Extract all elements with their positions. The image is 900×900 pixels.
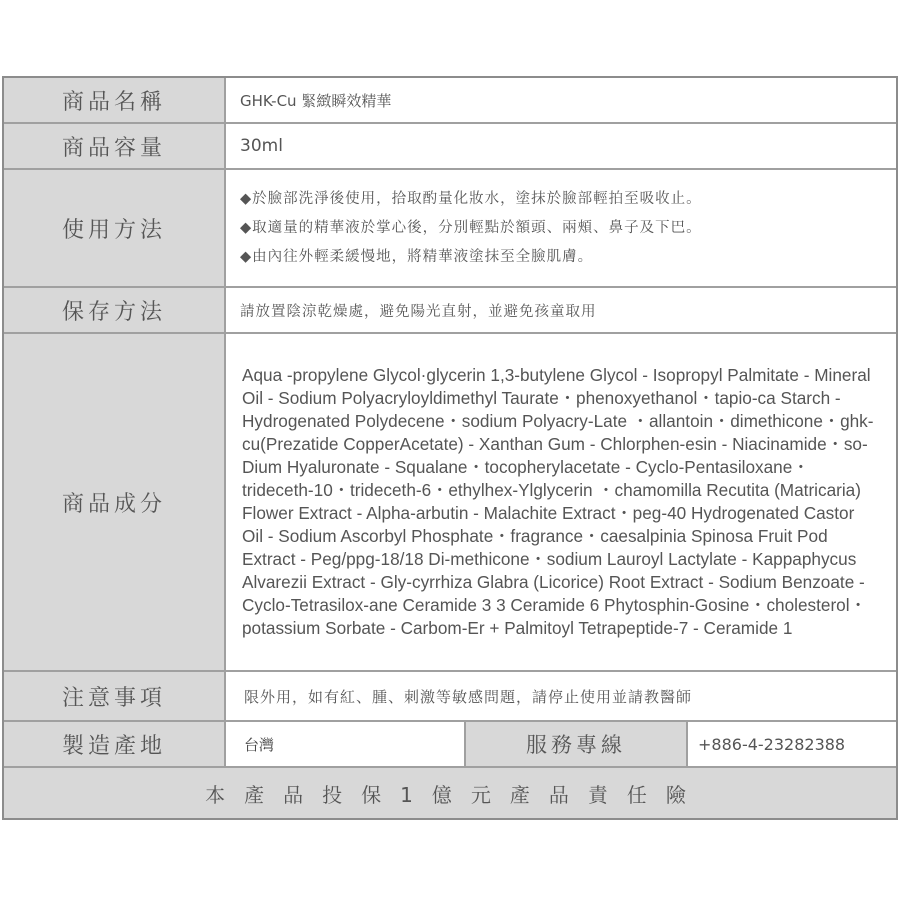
label-usage: 使用方法 xyxy=(4,170,226,286)
label-caution: 注意事項 xyxy=(4,672,226,720)
usage-step: ◆由內往外輕柔緩慢地，將精華液塗抹至全臉肌膚。 xyxy=(240,248,594,265)
usage-step: ◆取適量的精華液於掌心後，分別輕點於額頭、兩頰、鼻子及下巴。 xyxy=(240,219,702,236)
row-usage xyxy=(4,170,896,288)
label-product-name: 商品名稱 xyxy=(4,78,226,122)
usage-step: ◆於臉部洗淨後使用，拾取酌量化妝水，塗抹於臉部輕拍至吸收止。 xyxy=(240,190,702,207)
row-caution xyxy=(4,672,896,722)
value-volume: 30ml xyxy=(226,124,896,168)
row-volume xyxy=(4,124,896,170)
label-origin: 製造產地 xyxy=(4,722,226,766)
label-service-line: 服務專線 xyxy=(466,722,688,766)
value-usage xyxy=(226,170,896,286)
insurance-note: 本產品投保1億元產品責任險 xyxy=(205,782,705,807)
value-service-line: +886-4-23282388 xyxy=(698,734,846,754)
row-product-name xyxy=(4,78,896,124)
row-ingredients xyxy=(4,334,896,672)
value-caution: 限外用，如有紅、腫、刺激等敏感問題，請停止使用並請教醫師 xyxy=(226,672,896,720)
row-storage xyxy=(4,288,896,334)
label-ingredients: 商品成分 xyxy=(4,334,226,670)
label-storage: 保存方法 xyxy=(4,288,226,332)
product-spec-table xyxy=(2,76,898,820)
value-origin: 台灣 xyxy=(226,722,466,766)
value-product-name: GHK-Cu 緊緻瞬效精華 xyxy=(226,78,896,122)
ingredients-text: Aqua -propylene Glycol·glycerin 1,3-butylene Glycol - Isopropyl Palmitate - Mineral Oil - Sodium Polyacryloyldimethyl Taurate・phenoxyethanol・tapio-ca Starch - Hydrogenated Polydecene・sodium Polyacry-Late ・allantoin・dimethicone・ghk-cu(Prezatide CopperAcetate) - Xanthan Gum - Chlorphen-esin - Niacinamide・so-Dium Hyaluronate - Squalane・tocopherylacetate - Cyclo-Pentasiloxane・trideceth-10・trideceth-6・ethylhex-Ylglycerin ・chamomilla Recutita (Matricaria) Flower Extract - Alpha-arbutin - Malachite Extract・peg-40 Hydrogenated Castor Oil - Sodium Ascorbyl Phosphate・fragrance・caesalpinia Spinosa Fruit Pod Extract - Peg/ppg-18/18 Di-methicone・sodium Lauroyl Lactylate - Kappaphycus Alvarezii Extract - Gly-cyrrhiza Glabra (Licorice) Root Extract - Sodium Benzoate - Cyclo-Tetrasilox-ane Ceramide 3 3 Ceramide 6 Phytosphin-Gosine・cholesterol・potassium Sorbate - Carbom-Er + Palmitoyl Tetrapeptide-7 - Ceramide 1 xyxy=(242,365,874,638)
row-insurance-footer xyxy=(4,768,896,818)
label-volume: 商品容量 xyxy=(4,124,226,168)
value-ingredients-cell xyxy=(226,334,896,670)
value-storage: 請放置陰涼乾燥處，避免陽光直射，並避免孩童取用 xyxy=(226,288,896,332)
row-origin-service xyxy=(4,722,896,768)
